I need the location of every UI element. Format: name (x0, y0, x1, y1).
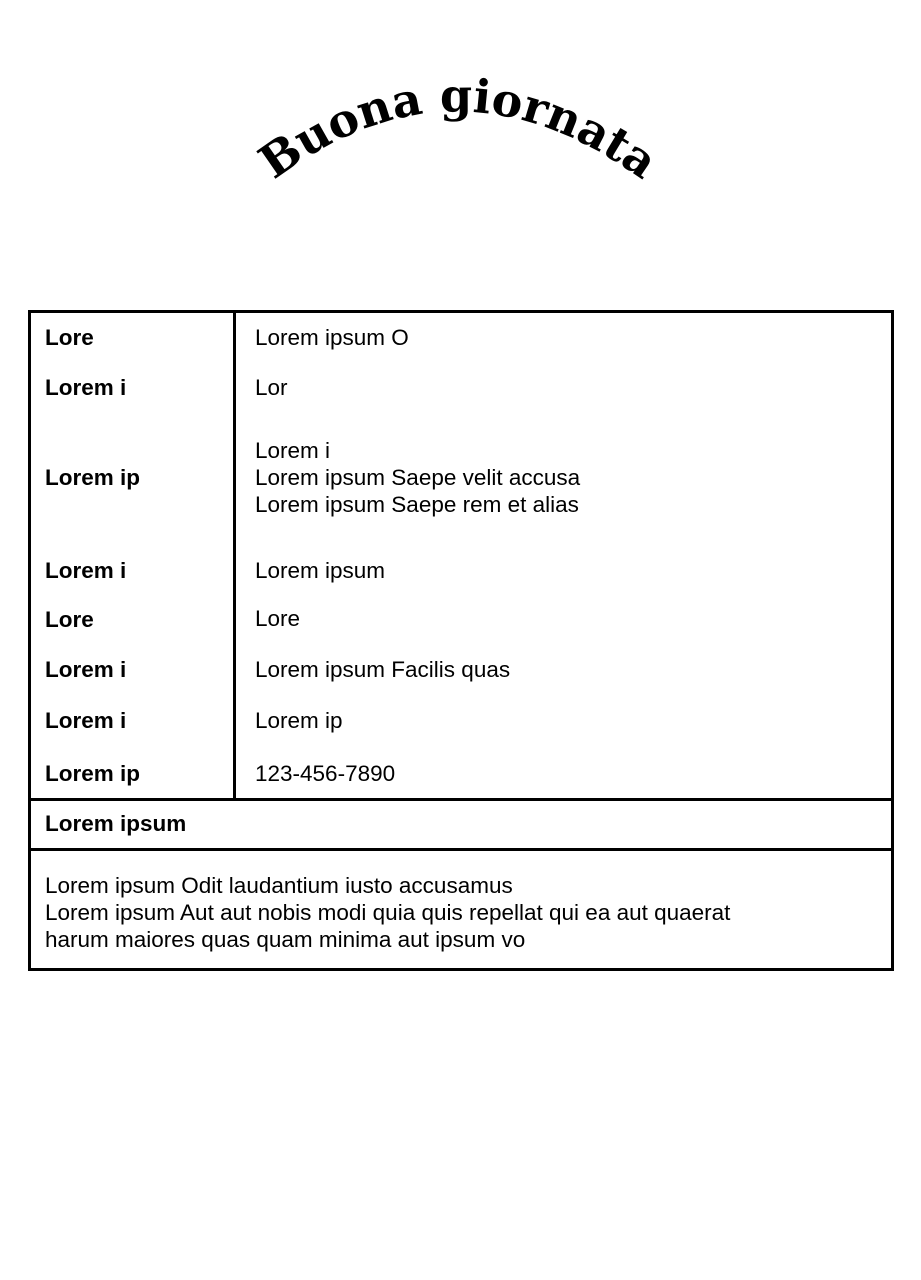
column-divider (233, 313, 236, 798)
row-value-8 (255, 760, 395, 787)
row-value-4 (255, 557, 385, 584)
row-label-1: Lore (45, 325, 94, 350)
section-body (45, 872, 875, 953)
row-value-6 (255, 656, 510, 683)
row-value-5-line-1: Lore (255, 606, 301, 631)
row-value-2-line-1: Lor (255, 375, 288, 400)
section-body-line-2: Lorem ipsum Aut aut nobis modi quia quis repellat qui ea aut quaerat (45, 900, 731, 925)
row-label-4: Lorem i (45, 558, 127, 583)
section-body-line-1: Lorem ipsum Odit laudantium iusto accusamus (45, 873, 513, 898)
row-value-3-line-3: Lorem ipsum Saepe rem et alias (255, 492, 579, 517)
row-value-2 (255, 374, 288, 401)
row-value-3-line-1: Lorem i (255, 438, 331, 463)
info-rows (31, 313, 891, 798)
page-title-text (249, 68, 667, 189)
row-label-3: Lorem ip (45, 465, 141, 490)
row-value-6-line-1: Lorem ipsum Facilis quas (255, 657, 511, 682)
section-divider-top (31, 798, 891, 801)
row-value-3 (255, 437, 580, 518)
row-value-4-line-1: Lorem ipsum (255, 558, 386, 583)
row-label-2: Lorem i (45, 375, 127, 400)
section-body-line-3: harum maiores quas quam minima aut ipsum vo (45, 927, 526, 952)
row-label-5: Lore (45, 607, 94, 632)
row-label-7: Lorem i (45, 708, 127, 733)
row-value-7-line-1: Lorem ip (255, 708, 343, 733)
section-heading: Lorem ipsum (45, 811, 187, 836)
row-value-5 (255, 605, 300, 632)
page-title-arc-text: Buona giornata (249, 68, 668, 190)
page-title (0, 0, 921, 260)
row-value-7 (255, 707, 343, 734)
row-value-3-line-2: Lorem ipsum Saepe velit accusa (255, 465, 581, 490)
row-value-1 (255, 324, 409, 351)
section-divider-bottom (31, 848, 891, 851)
row-value-1-line-1: Lorem ipsum O (255, 325, 409, 350)
row-label-8: Lorem ip (45, 761, 141, 786)
info-table (28, 310, 894, 971)
row-label-6: Lorem i (45, 657, 127, 682)
row-value-8-line-1: 123-456-7890 (255, 761, 396, 786)
